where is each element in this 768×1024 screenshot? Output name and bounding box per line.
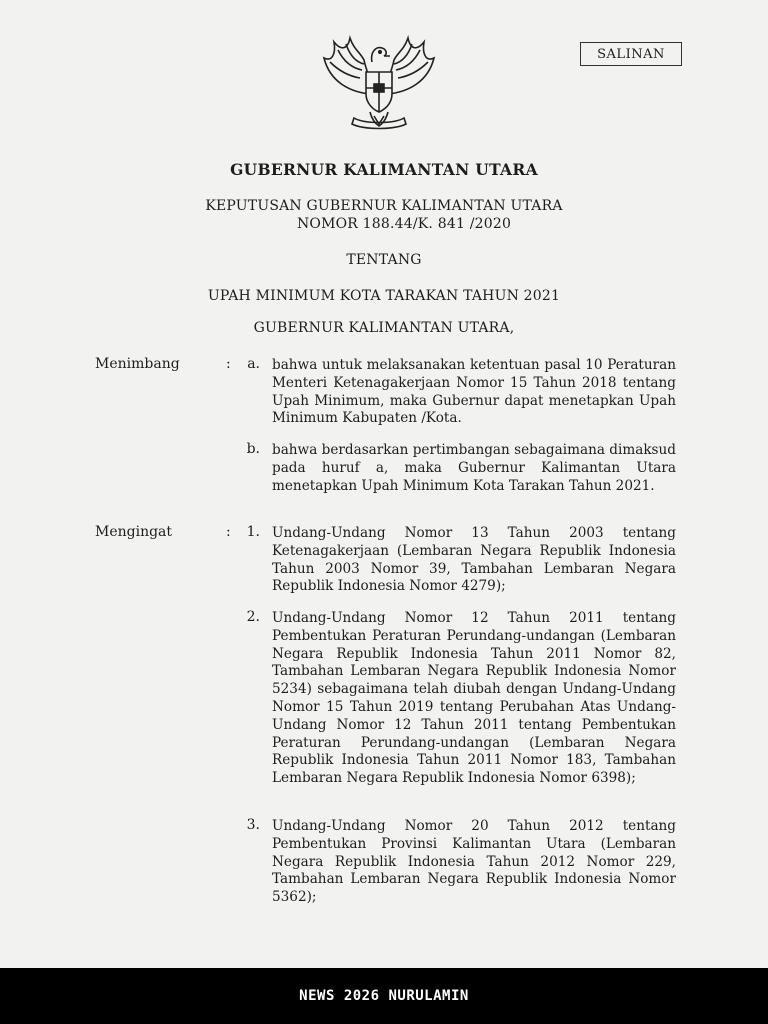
governor-line: GUBERNUR KALIMANTAN UTARA,	[253, 320, 515, 336]
footer-banner	[0, 968, 768, 1024]
mengingat-label: Mengingat	[95, 524, 173, 540]
footer-text: NEWS 2026 NURULAMIN	[299, 988, 469, 1004]
mengingat-item-2: Undang-Undang Nomor 12 Tahun 2011 tentang Pembentukan Peraturan Perundang-undangan (Lembaran Negara Republik Indonesia Tahun 2011 Nomor 82, Tambahan Lembaran Negara Republik Indonesia Nomor 5234) sebagaimana telah diubah dengan Undang-Undang Nomor 15 Tahun 2019 tentang Perubahan Atas Undang-Undang Nomor 12 Tahun 2011 tentang Pembentukan Peraturan Perundang-undangan (Lembaran Negara Republik Indonesia Tahun 2011 Nomor 183, Tambahan Lembaran Negara Republik Indonesia Nomor 6398);	[272, 610, 676, 787]
issuer-heading: GUBERNUR KALIMANTAN UTARA	[230, 160, 538, 179]
menimbang-colon: :	[226, 356, 231, 372]
salinan-label: SALINAN	[597, 46, 665, 62]
menimbang-item-a: bahwa untuk melaksanakan ketentuan pasal 10 Peraturan Menteri Ketenagakerjaan Nomor 15 Tahun 2018 tentang Upah Minimum, maka Gubernur dapat menetapkan Upah Minimum Kabupaten /Kota.	[272, 357, 676, 427]
menimbang-label: Menimbang	[95, 356, 180, 372]
menimbang-marker-b: b.	[246, 441, 260, 457]
garuda-emblem-icon	[320, 32, 438, 132]
about-heading: TENTANG	[346, 252, 422, 268]
menimbang-marker-a: a.	[247, 356, 260, 372]
mengingat-marker-2: 2.	[246, 609, 260, 625]
mengingat-marker-3: 3.	[246, 817, 260, 833]
mengingat-item-1: Undang-Undang Nomor 13 Tahun 2003 tentang Ketenagakerjaan (Lembaran Negara Republik Indonesia Tahun 2003 Nomor 39, Tambahan Lembaran Negara Republik Indonesia Nomor 4279);	[272, 525, 676, 595]
decree-title: KEPUTUSAN GUBERNUR KALIMANTAN UTARA	[205, 198, 563, 214]
decree-number: NOMOR 188.44/K. 841 /2020	[296, 216, 512, 232]
mengingat-colon: :	[226, 524, 231, 540]
mengingat-marker-1: 1.	[246, 524, 260, 540]
decree-subject: UPAH MINIMUM KOTA TARAKAN TAHUN 2021	[207, 288, 561, 304]
mengingat-item-3: Undang-Undang Nomor 20 Tahun 2012 tentang Pembentukan Provinsi Kalimantan Utara (Lembaran Negara Republik Indonesia Tahun 2012 Nomor 229, Tambahan Lembaran Negara Republik Indonesia Nomor 5362);	[272, 818, 676, 906]
salinan-stamp	[580, 42, 682, 66]
menimbang-item-b: bahwa berdasarkan pertimbangan sebagaimana dimaksud pada huruf a, maka Gubernur Kalimantan Utara menetapkan Upah Minimum Kota Tarakan Tahun 2021.	[272, 442, 676, 494]
